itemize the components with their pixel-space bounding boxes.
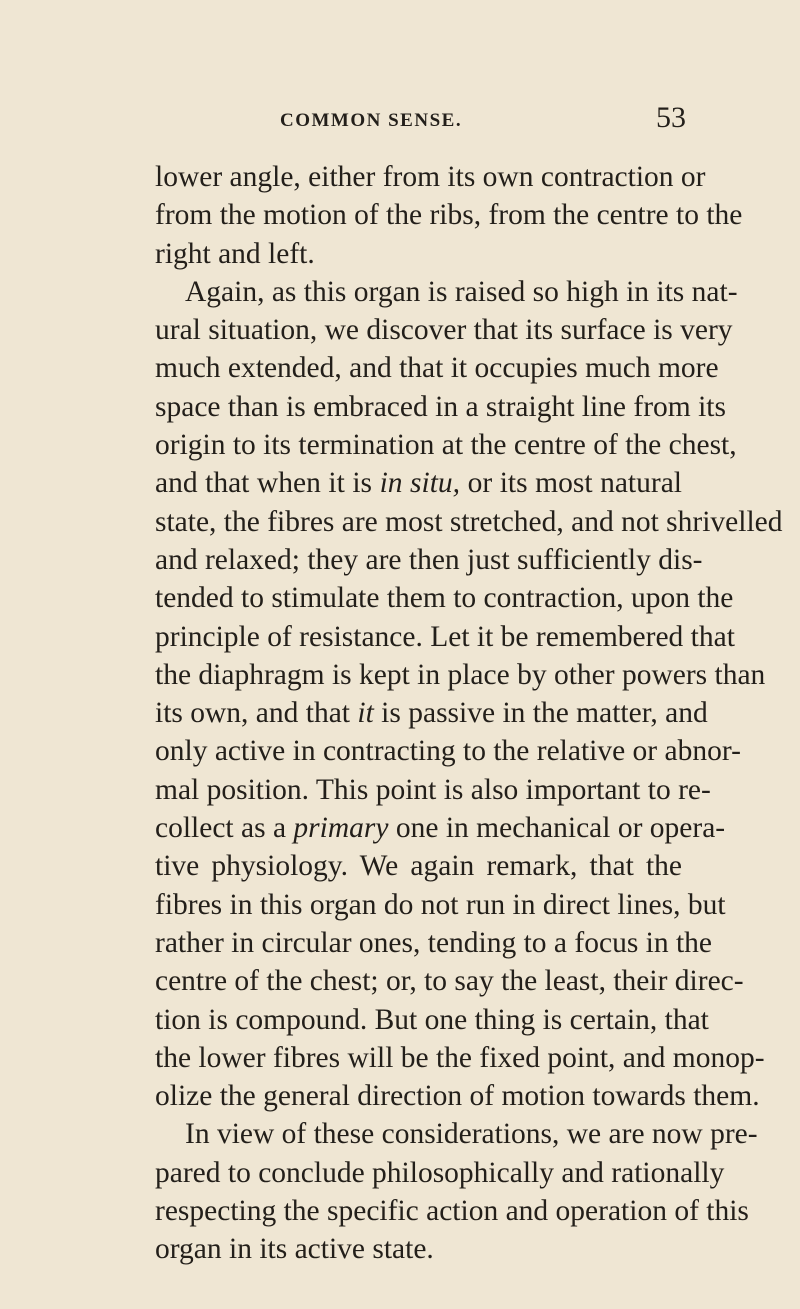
text-line (155, 196, 743, 234)
text-line (155, 1077, 760, 1115)
text-line (155, 886, 726, 924)
text-segment: lower angle, either from its own contraction or (155, 161, 706, 193)
text-segment: only active in contracting to the relative or abnor- (155, 735, 741, 768)
text-segment: right and left. (155, 237, 315, 270)
page-header (0, 101, 800, 144)
text-segment: is passive in the matter, and (373, 697, 708, 730)
text-segment: collect as a (155, 812, 294, 845)
text-line (155, 1192, 749, 1230)
text-line (155, 464, 682, 502)
text-line (155, 273, 738, 311)
text-segment: the diaphragm is kept in place by other powers than (155, 658, 766, 691)
italic-text: it (357, 697, 374, 730)
text-segment: centre of the chest; or, to say the least, their direc- (155, 965, 744, 998)
text-segment: and relaxed; they are then just sufficiently dis- (155, 543, 703, 576)
text-segment: or its most natural (460, 467, 682, 500)
text-segment: fibres in this organ do not run in direct lines, but (155, 888, 726, 921)
text-line (155, 349, 719, 387)
text-segment: respecting the specific action and operation of this (155, 1195, 749, 1228)
text-line (155, 771, 711, 809)
text-segment: space than is embraced in a straight line from its (155, 390, 726, 423)
text-line (155, 579, 734, 617)
text-line (155, 1039, 765, 1077)
text-line (155, 618, 735, 656)
text-segment: and that when it is (155, 467, 380, 500)
italic-text: primary (293, 812, 389, 845)
text-segment: much extended, and that it occupies much more (155, 352, 719, 385)
text-segment: the lower fibres will be the fixed point, and monop- (155, 1041, 765, 1074)
text-segment: origin to its termination at the centre of the chest, (155, 429, 737, 462)
text-line (155, 158, 706, 196)
text-segment: tive physiology. We again remark, that the (155, 850, 682, 883)
text-segment: In view of these considerations, we are now pre- (185, 1118, 758, 1151)
text-segment: mal position. This point is also important to re- (155, 773, 711, 806)
text-segment: from the motion of the ribs, from the centre to the (155, 199, 743, 232)
text-segment: olize the general direction of motion towards them. (155, 1080, 760, 1113)
text-segment: Again, as this organ is raised so high in its nat- (185, 275, 738, 308)
text-line (155, 732, 741, 770)
text-line (155, 311, 733, 349)
text-segment: rather in circular ones, tending to a focus in the (155, 926, 713, 959)
text-line (155, 426, 737, 464)
text-line (155, 694, 708, 732)
text-segment: pared to conclude philosophically and rationally (155, 1156, 725, 1189)
text-line (155, 1154, 725, 1192)
text-line (155, 1115, 758, 1153)
text-line (155, 847, 682, 885)
text-line (155, 924, 713, 962)
text-line (155, 388, 726, 426)
page-number: 53 (656, 101, 686, 134)
text-line (155, 235, 682, 273)
text-line (155, 503, 783, 541)
text-line (155, 962, 744, 1000)
text-line (155, 541, 703, 579)
text-line (155, 1230, 682, 1268)
text-segment: state, the fibres are most stretched, and not shrivelled (155, 505, 783, 538)
text-segment: tion is compound. But one thing is certain, that (155, 1003, 709, 1036)
text-segment: tended to stimulate them to contraction, upon the (155, 582, 734, 615)
text-segment: principle of resistance. Let it be remembered that (155, 620, 735, 653)
text-line (155, 656, 766, 694)
running-head: COMMON SENSE. (280, 110, 463, 131)
text-segment: its own, and that (155, 697, 358, 730)
text-line (155, 809, 726, 847)
text-line (155, 1001, 709, 1039)
text-segment: organ in its active state. (155, 1233, 434, 1266)
text-segment: ural situation, we discover that its surface is very (155, 314, 733, 347)
text-segment: one in mechanical or opera- (388, 812, 726, 845)
italic-text: in situ, (379, 467, 461, 500)
body-text (155, 158, 783, 1269)
